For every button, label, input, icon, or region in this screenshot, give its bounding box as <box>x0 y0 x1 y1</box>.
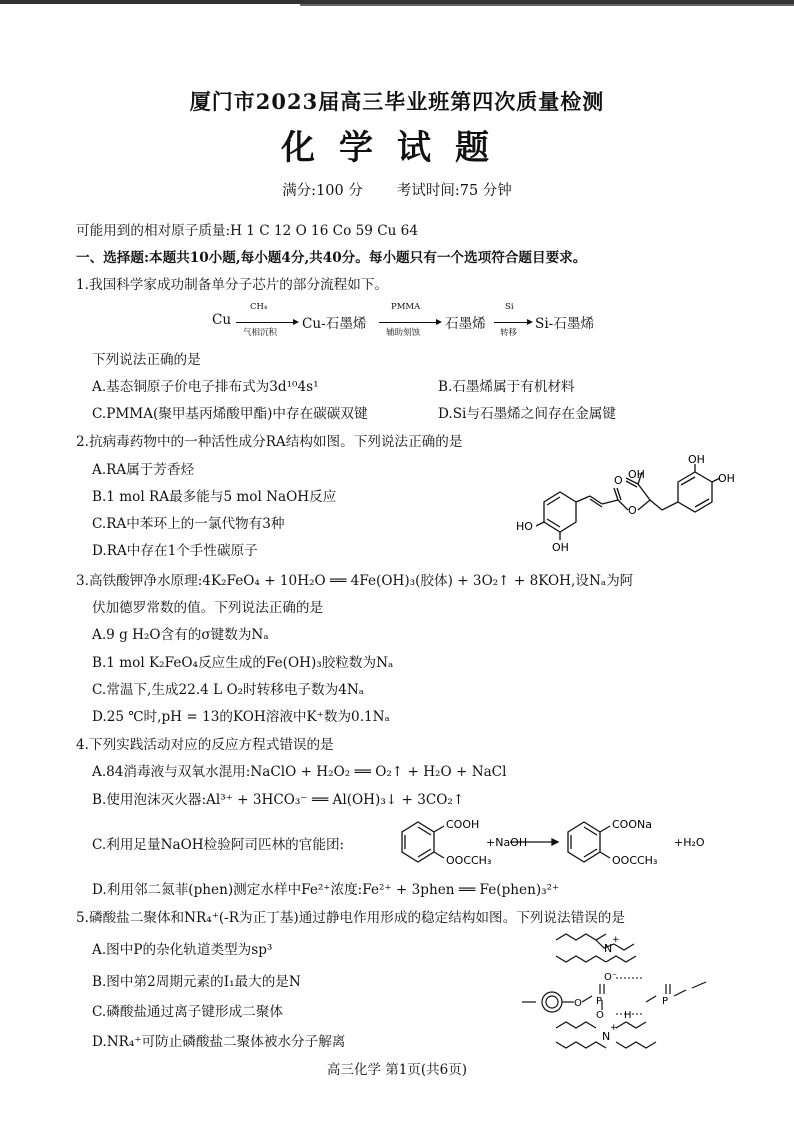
q4-option-b: B.使用泡沫灭火器:Al³⁺ + 3HCO₃⁻ ══ Al(OH)₃↓ + 3CO₂↑ <box>92 792 465 808</box>
q4-option-a: A.84消毒液与双氧水混用:NaClO + H₂O₂ ══ O₂↑ + H₂O + NaCl <box>92 764 507 780</box>
q3-stem-cont: 伏加德罗常数的值。下列说法正确的是 <box>92 600 324 616</box>
mol-label: + <box>610 1023 618 1033</box>
mol-label: P <box>596 996 603 1007</box>
flow-step: 石墨烯 <box>445 316 486 332</box>
q2-option-b: B.1 mol RA最多能与5 mol NaOH反应 <box>92 489 337 505</box>
q2-option-d: D.RA中存在1个手性碳原子 <box>92 543 258 559</box>
q3-stem: 3.高铁酸钾净水原理:4K₂FeO₄ + 10H₂O ══ 4Fe(OH)₃(胶体) + 3O₂↑ + 8KOH,设Nₐ为阿 <box>76 573 634 589</box>
product-label: +H₂O <box>674 836 705 849</box>
page-footer: 高三化学 第1页(共6页) <box>326 1062 467 1078</box>
q4-option-d: D.利用邻二氮菲(phen)测定水样中Fe²⁺浓度:Fe²⁺ + 3phen ══ Fe(phen)₃²⁺ <box>92 882 560 898</box>
atomic-masses: 可能用到的相对原子质量:H 1 C 12 O 16 Co 59 Cu 64 <box>76 223 418 239</box>
mol-label: H <box>624 1010 632 1021</box>
mol-label: OOCCH₃ <box>612 854 658 867</box>
q2-option-a: A.RA属于芳香烃 <box>92 462 195 478</box>
q3-option-a: A.9 g H₂O含有的σ键数为Nₐ <box>92 627 269 643</box>
mol-label: COONa <box>612 818 652 831</box>
mol-label: OH <box>718 472 735 485</box>
mol-label: O <box>574 998 582 1009</box>
flow-arrow-top: Si <box>505 302 514 312</box>
mol-label: OH <box>552 541 569 554</box>
mol-label: + <box>612 935 620 945</box>
q5-stem: 5.磷酸盐二聚体和NR₄⁺(-R为正丁基)通过静电作用形成的稳定结构如图。下列说法错误的是 <box>76 910 625 926</box>
flow-arrow <box>379 322 437 323</box>
mol-label: OOCCH₃ <box>446 854 492 867</box>
mol-label: N <box>602 1030 611 1043</box>
exam-time: 考试时间:75 分钟 <box>396 183 512 199</box>
flow-arrow-bottom: 气相沉积 <box>243 328 278 338</box>
reagent-label: +NaOH <box>486 836 528 849</box>
q5-option-d: D.NR₄⁺可防止磷酸盐二聚体被水分子解离 <box>92 1034 346 1050</box>
mol-label: OH <box>688 453 705 466</box>
subject-title: 化学试题 <box>281 128 513 168</box>
q2-stem: 2.抗病毒药物中的一种活性成分RA结构如图。下列说法正确的是 <box>76 434 463 450</box>
mol-label: O <box>614 474 623 487</box>
q4-stem: 4.下列实践活动对应的反应方程式错误的是 <box>76 737 334 753</box>
scan-edge <box>300 4 794 6</box>
flow-arrow <box>236 322 294 323</box>
mol-label: O⁻ <box>604 972 618 983</box>
q1-stem: 1.我国科学家成功制备单分子芯片的部分流程如下。 <box>76 277 389 293</box>
q3-option-c: C.常温下,生成22.4 L O₂时转移电子数为4Nₐ <box>92 682 364 698</box>
flow-step: Cu <box>212 312 232 328</box>
flow-arrow-top: PMMA <box>391 302 421 312</box>
flow-step: Si-石墨烯 <box>535 316 595 332</box>
exam-title: 厦门市2023届高三毕业班第四次质量检测 <box>189 89 605 114</box>
q5-option-a: A.图中P的杂化轨道类型为sp³ <box>92 942 273 958</box>
flow-arrow-bottom: 辅助刻蚀 <box>386 328 421 338</box>
q1-option-a: A.基态铜原子价电子排布式为3d¹⁰4s¹ <box>92 379 319 395</box>
q4-option-c: C.利用足量NaOH检验阿司匹林的官能团: <box>92 837 345 853</box>
arrow-head-icon <box>436 319 442 325</box>
q1-option-d: D.Si与石墨烯之间存在金属键 <box>438 406 616 422</box>
q5-option-b: B.图中第2周期元素的I₁最大的是N <box>92 974 301 990</box>
q1-option-c: C.PMMA(聚甲基丙烯酸甲酯)中存在碳碳双键 <box>92 406 368 422</box>
mol-label: O <box>628 504 637 517</box>
arrow-head-icon <box>527 319 533 325</box>
flow-arrow <box>494 322 528 323</box>
mol-label: OH <box>628 468 645 481</box>
full-score: 满分:100 分 <box>282 183 363 199</box>
exam-meta <box>0 179 794 200</box>
flow-arrow-bottom: 转移 <box>500 328 518 338</box>
arrow-head-icon <box>293 319 299 325</box>
phosphate-dimer-diagram <box>516 922 736 1060</box>
mol-label: COOH <box>446 818 480 831</box>
section-heading: 一、选择题:本题共10小题,每小题4分,共40分。每小题只有一个选项符合题目要求。 <box>76 250 587 266</box>
flow-step: Cu-石墨烯 <box>302 316 367 332</box>
flow-arrow-top: CH₄ <box>250 302 268 312</box>
aspirin-reaction-diagram <box>392 812 722 872</box>
q5-option-c: C.磷酸盐通过离子键形成二聚体 <box>92 1004 283 1020</box>
mol-label: N <box>604 942 613 955</box>
q1-prompt: 下列说法正确的是 <box>92 352 201 368</box>
mol-label: P <box>662 996 669 1007</box>
q3-option-d: D.25 ℃时,pH = 13的KOH溶液中K⁺数为0.1Nₐ <box>92 709 390 725</box>
mol-label: HO <box>516 520 533 533</box>
q3-option-b: B.1 mol K₂FeO₄反应生成的Fe(OH)₃胶粒数为Nₐ <box>92 655 394 671</box>
q1-option-b: B.石墨烯属于有机材料 <box>438 379 575 395</box>
q2-option-c: C.RA中苯环上的一氯代物有3种 <box>92 516 285 532</box>
ra-structure-diagram <box>510 452 740 562</box>
mol-label: O <box>596 1010 604 1021</box>
